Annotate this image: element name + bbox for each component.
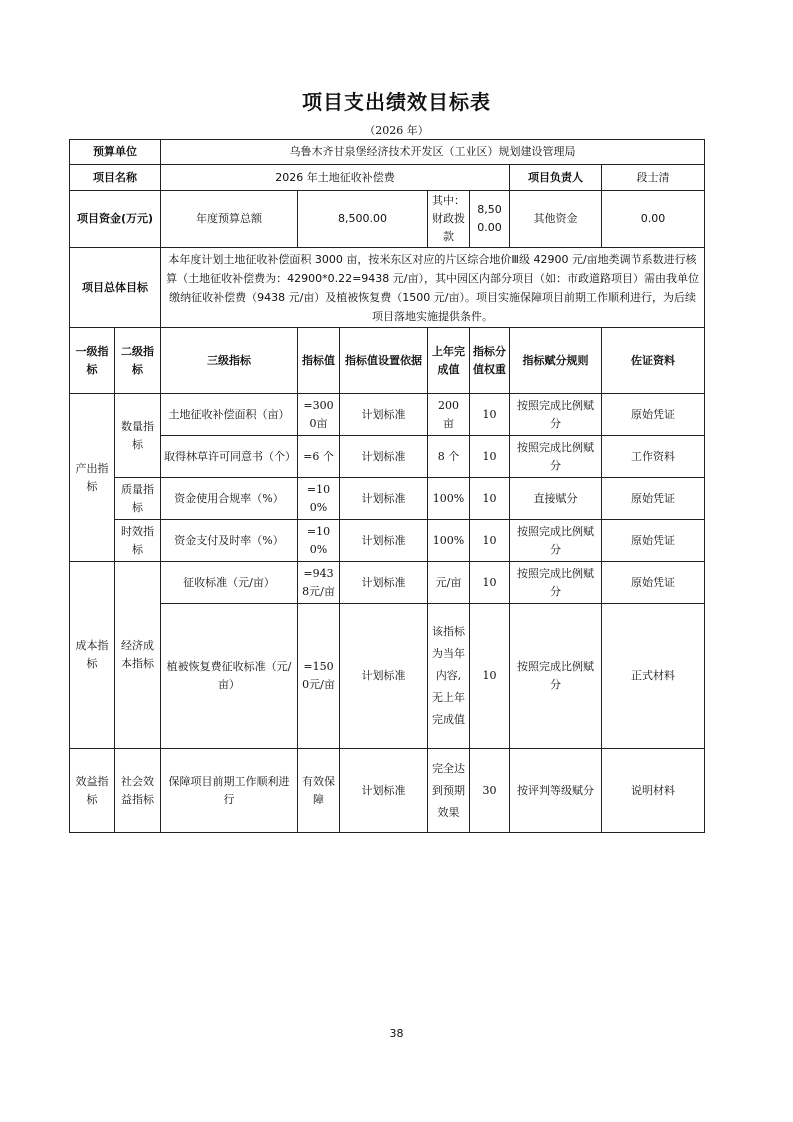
leader-label: 项目负责人 (510, 165, 602, 191)
indicator-value: =6 个 (298, 436, 340, 478)
indicator-basis: 计划标准 (340, 749, 428, 833)
project-label: 项目名称 (70, 165, 161, 191)
table-row (70, 749, 705, 833)
indicator-rule: 按照完成比例赋分 (510, 436, 602, 478)
unit-value: 乌鲁木齐甘泉堡经济技术开发区（工业区）规划建设管理局 (161, 140, 705, 165)
indicator-evidence: 说明材料 (602, 749, 705, 833)
level2-time: 时效指标 (115, 520, 161, 562)
indicator-value: =100% (298, 520, 340, 562)
indicator-name: 征收标准（元/亩） (161, 562, 298, 604)
performance-table (69, 139, 705, 833)
fiscal-value: 8,500.00 (470, 191, 510, 248)
table-row (70, 478, 705, 520)
project-value: 2026 年土地征收补偿费 (161, 165, 510, 191)
indicator-last: 该指标为当年内容,无上年完成值 (428, 604, 470, 749)
indicator-name: 保障项目前期工作顺利进行 (161, 749, 298, 833)
table-row (70, 394, 705, 436)
indicator-name: 植被恢复费征收标准（元/亩） (161, 604, 298, 749)
indicator-last: 元/亩 (428, 562, 470, 604)
indicator-evidence: 原始凭证 (602, 478, 705, 520)
indicator-rule: 按照完成比例赋分 (510, 562, 602, 604)
indicator-rule: 按照完成比例赋分 (510, 604, 602, 749)
indicator-basis: 计划标准 (340, 394, 428, 436)
indicator-rule: 直接赋分 (510, 478, 602, 520)
indicator-evidence: 原始凭证 (602, 562, 705, 604)
indicator-last: 200 亩 (428, 394, 470, 436)
other-value: 0.00 (602, 191, 705, 248)
goal-label: 项目总体目标 (70, 248, 161, 328)
indicator-rule: 按照完成比例赋分 (510, 520, 602, 562)
indicator-last: 100% (428, 478, 470, 520)
indicator-basis: 计划标准 (340, 436, 428, 478)
other-label (510, 191, 602, 248)
unit-label: 预算单位 (70, 140, 161, 165)
indicator-basis: 计划标准 (340, 478, 428, 520)
indicator-weight: 10 (470, 520, 510, 562)
level2-quality: 质量指标 (115, 478, 161, 520)
header-evidence: 佐证资料 (602, 328, 705, 394)
table-row (70, 436, 705, 478)
table-row (70, 520, 705, 562)
indicator-basis: 计划标准 (340, 562, 428, 604)
level2-social: 社会效益指标 (115, 749, 161, 833)
level1-cost: 成本指标 (70, 562, 115, 749)
annual-value: 8,500.00 (298, 191, 428, 248)
indicator-rule: 按照完成比例赋分 (510, 394, 602, 436)
indicator-weight: 30 (470, 749, 510, 833)
header-rule: 指标赋分规则 (510, 328, 602, 394)
indicator-weight: 10 (470, 604, 510, 749)
table-row (70, 562, 705, 604)
indicator-basis: 计划标准 (340, 520, 428, 562)
level2-economic: 经济成本指标 (115, 562, 161, 749)
header-basis: 指标值设置依据 (340, 328, 428, 394)
level1-benefit: 效益指标 (70, 749, 115, 833)
header-value: 指标值 (298, 328, 340, 394)
goal-text: 本年度计划土地征收补偿面积 3000 亩，按米东区对应的片区综合地价Ⅲ级 42900 元/亩地类调节系数进行核算（土地征收补偿费为：42900*0.22=9438 元/亩），其中园区内部分项目（如：市政道路项目）需由我单位缴纳征收补偿费（9438 元/亩）及植被恢复费（1500 元/亩）。项目实施保障项目前期工作顺利进行，为后续项目落地实施提供条件。 (161, 248, 705, 328)
indicator-name: 取得林草许可同意书（个） (161, 436, 298, 478)
header-weight: 指标分值权重 (470, 328, 510, 394)
indicator-evidence: 正式材料 (602, 604, 705, 749)
page-title: 项目支出绩效目标表 (302, 90, 491, 114)
fiscal-label: 其中：财政拨款 (428, 191, 470, 248)
leader-value: 段士清 (602, 165, 705, 191)
annual-label: 年度预算总额 (161, 191, 298, 248)
indicator-name: 资金使用合规率（%） (161, 478, 298, 520)
page-number: 38 (389, 1027, 404, 1040)
indicator-value: =1500元/亩 (298, 604, 340, 749)
header-last: 上年完成值 (428, 328, 470, 394)
level1-output: 产出指标 (70, 394, 115, 562)
indicator-value: =3000亩 (298, 394, 340, 436)
indicator-name: 土地征收补偿面积（亩） (161, 394, 298, 436)
indicator-last: 完全达到预期效果 (428, 749, 470, 833)
level2-quantity: 数量指标 (115, 394, 161, 478)
indicator-evidence: 原始凭证 (602, 520, 705, 562)
indicator-weight: 10 (470, 478, 510, 520)
indicator-value: 有效保障 (298, 749, 340, 833)
indicator-evidence: 原始凭证 (602, 394, 705, 436)
indicator-value: =9438元/亩 (298, 562, 340, 604)
indicator-last: 8 个 (428, 436, 470, 478)
indicator-last: 100% (428, 520, 470, 562)
indicator-name: 资金支付及时率（%） (161, 520, 298, 562)
indicator-value: =100% (298, 478, 340, 520)
header-level3: 三级指标 (161, 328, 298, 394)
fund-label: 项目资金(万元) (70, 191, 161, 248)
indicator-evidence: 工作资料 (602, 436, 705, 478)
header-level2: 二级指标 (115, 328, 161, 394)
other-label-text: 其他资金 (533, 212, 578, 225)
indicator-rule: 按评判等级赋分 (510, 749, 602, 833)
indicator-weight: 10 (470, 394, 510, 436)
table-row (70, 604, 705, 749)
indicator-weight: 10 (470, 436, 510, 478)
header-level1: 一级指标 (70, 328, 115, 394)
indicator-weight: 10 (470, 562, 510, 604)
indicator-basis: 计划标准 (340, 604, 428, 749)
year-label: （2026 年） (364, 124, 429, 137)
